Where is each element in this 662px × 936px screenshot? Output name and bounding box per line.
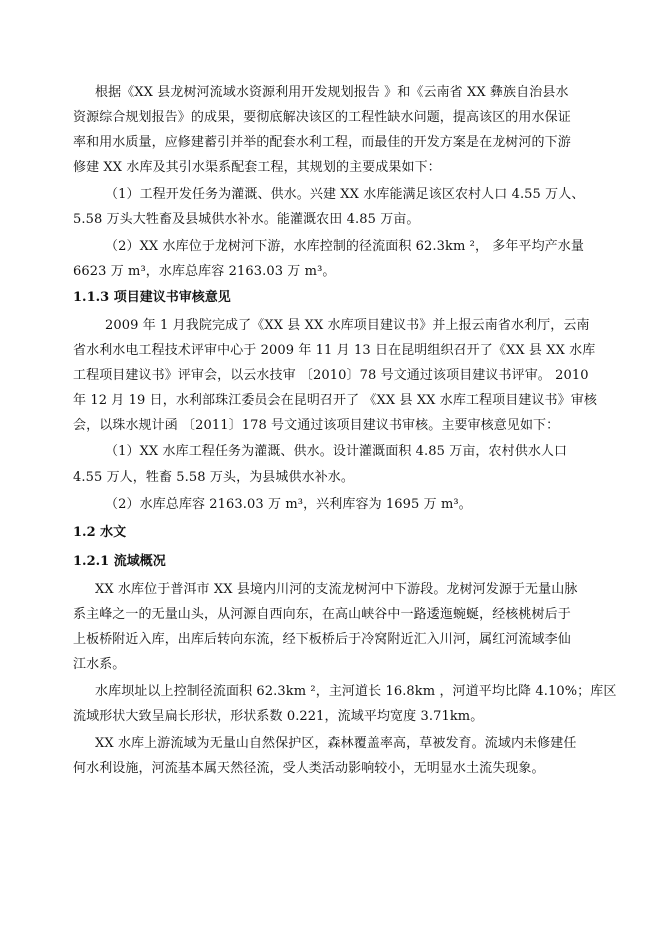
para1-line1: 根据《XX 县龙树河流域水资源利用开发规划报告 》和《云南省 XX 彝族自治县水 bbox=[95, 85, 569, 100]
para8-line2: 流域形状大致呈扁长形状，形状系数 0.221，流域平均宽度 3.71km。 bbox=[73, 709, 484, 724]
para1-line4: 修建 XX 水库及其引水渠系配套工程，其规划的主要成果如下： bbox=[73, 160, 441, 175]
para1-line3: 率和用水质量，应修建蓄引并举的配套水利工程，而最佳的开发方案是在龙树河的下游 bbox=[73, 135, 571, 150]
para3-line2: 6623 万 m³，水库总库容 2163.03 万 m³。 bbox=[73, 264, 336, 279]
para8-line1: 水库坝址以上控制径流面积 62.3km ²，主河道长 16.8km ，河道平均比降 4.10%；库区 bbox=[95, 684, 617, 699]
para3-line1: （2）XX 水库位于龙树河下游，水库控制的径流面积 62.3km ²， 多年平均产水量 bbox=[105, 239, 584, 254]
para7-line1: XX 水库位于普洱市 XX 县境内川河的支流龙树河中下游段。龙树河发源于无量山脉 bbox=[95, 582, 578, 597]
para2-line2: 5.58 万头大牲畜及县城供水补水。能灌溉农田 4.85 万亩。 bbox=[73, 212, 420, 227]
para7-line3: 上板桥附近入库，出库后转向东流，经下板桥后于冷窝附近汇入川河，属红河流域李仙 bbox=[73, 632, 571, 647]
para9-line2: 何水利设施，河流基本属天然径流，受人类活动影响较小，无明显水土流失现象。 bbox=[73, 761, 545, 776]
para7-line2: 系主峰之一的无量山头，从河源自西向东，在高山峡谷中一路逶迤蜿蜒，经核桃树后于 bbox=[73, 607, 571, 622]
para9-line1: XX 水库上游流域为无量山自然保护区，森林覆盖率高，草被发育。流域内未修建任 bbox=[95, 736, 577, 751]
para6-line1: （2）水库总库容 2163.03 万 m³，兴利库容为 1695 万 m³。 bbox=[105, 497, 472, 512]
para2-line1: （1）工程开发任务为灌溉、供水。兴建 XX 水库能满足该区农村人口 4.55 万人、 bbox=[105, 187, 585, 202]
para5-line2: 4.55 万人，牲畜 5.58 万头，为县城供水补水。 bbox=[73, 470, 354, 485]
para4-line2: 省水利水电工程技术评审中心于 2009 年 11 月 13 日在昆明组织召开了《XX 县 XX 水库 bbox=[73, 343, 596, 358]
para4-line1: 2009 年 1 月我院完成了《XX 县 XX 水库项目建议书》并上报云南省水利厅，云南 bbox=[105, 318, 590, 333]
heading-1-2: 1.2 水文 bbox=[73, 525, 127, 540]
para4-line4: 年 12 月 19 日，水利部珠江委员会在昆明召开了 《XX 县 XX 水库工程项目建议书》审核 bbox=[73, 393, 597, 408]
heading-1-1-3: 1.1.3 项目建议书审核意见 bbox=[73, 290, 231, 305]
para4-line3: 工程项目建议书》评审会，以云水技审 〔2010〕78 号文通过该项目建议书评审。 2010 bbox=[73, 368, 589, 383]
para4-line5: 会，以珠水规计函 〔2011〕178 号文通过该项目建议书审核。主要审核意见如下： bbox=[73, 418, 560, 433]
para5-line1: （1）XX 水库工程任务为灌溉、供水。设计灌溉面积 4.85 万亩，农村供水人口 bbox=[105, 444, 568, 459]
para7-line4: 江水系。 bbox=[73, 657, 126, 672]
para1-line2: 资源综合规划报告》的成果，要彻底解决该区的工程性缺水问题，提高该区的用水保证 bbox=[73, 110, 571, 125]
heading-1-2-1: 1.2.1 流域概况 bbox=[73, 554, 166, 569]
